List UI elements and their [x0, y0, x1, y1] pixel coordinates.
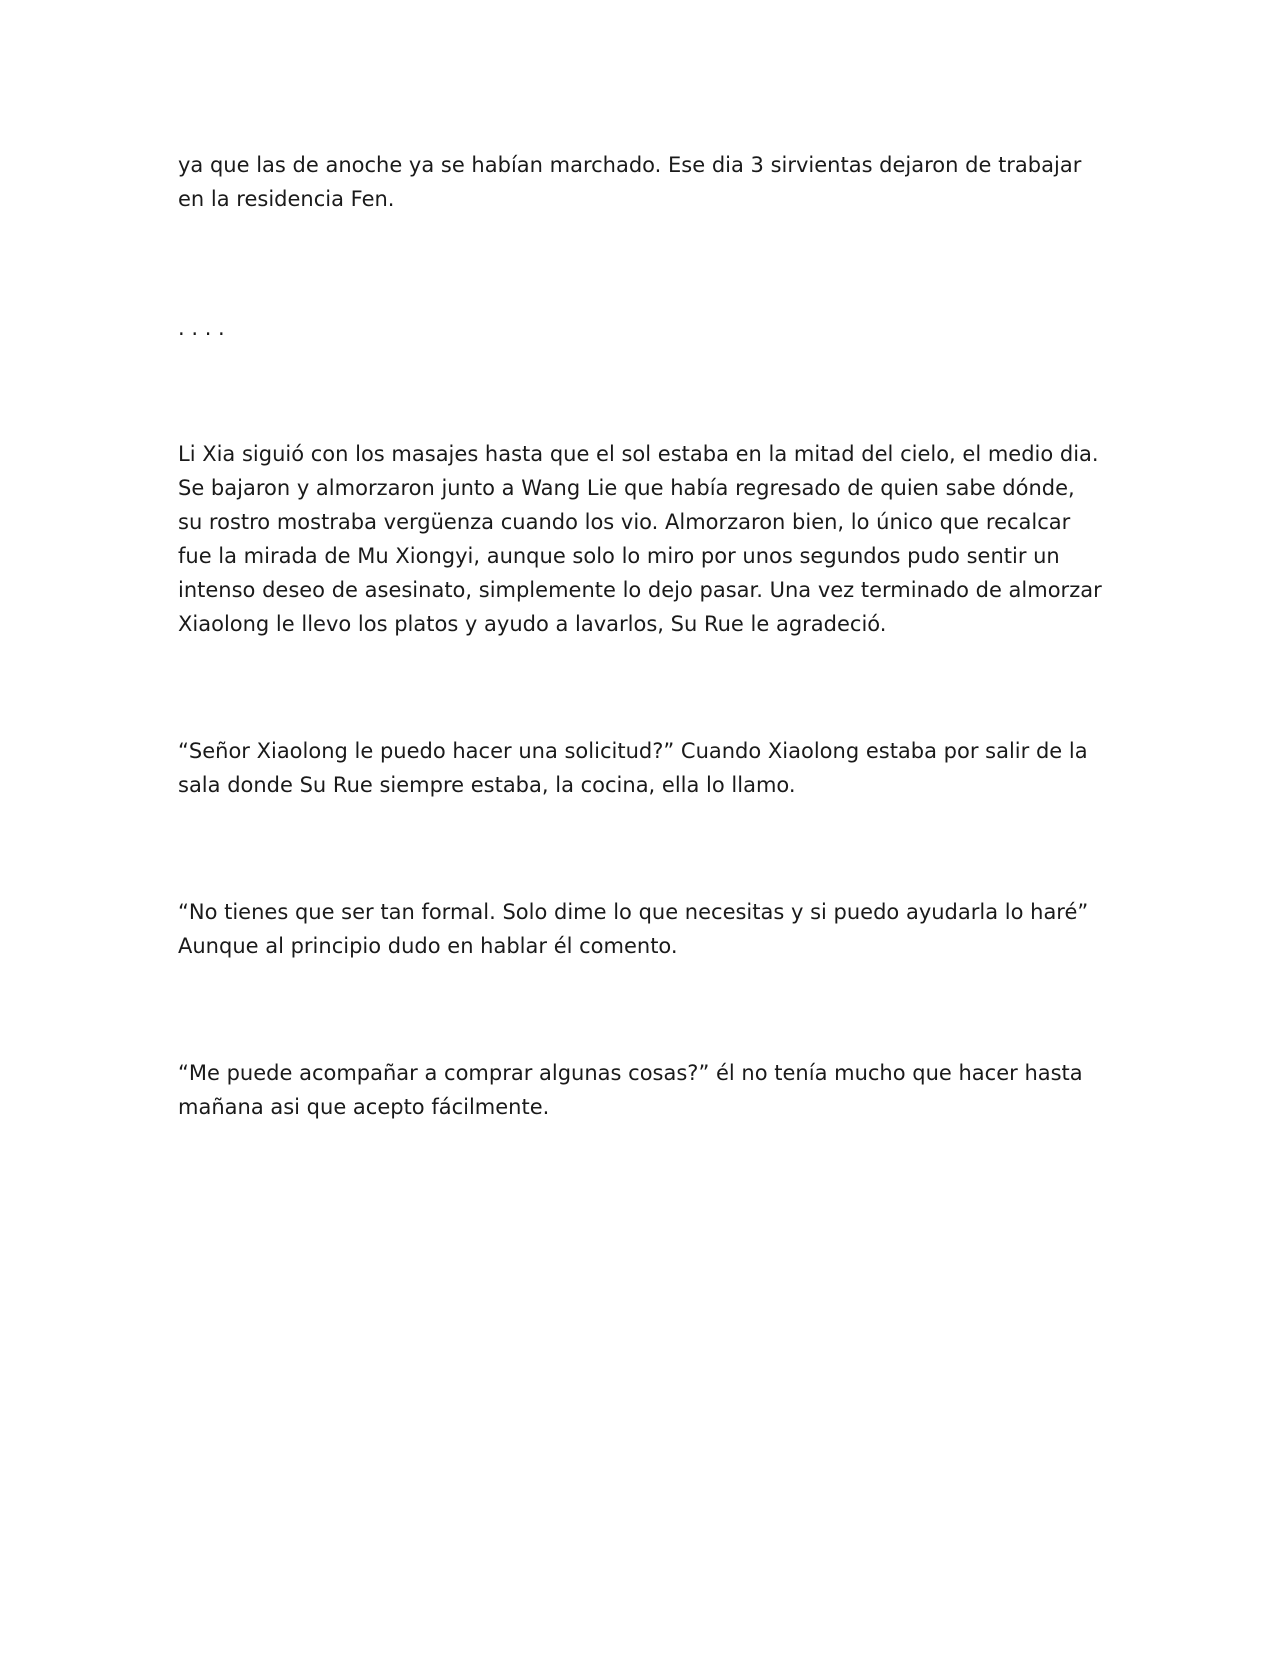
- paragraph-2-line-4: fue la mirada de Mu Xiongyi, aunque solo lo miro por unos segundos pudo sentir un: [178, 544, 1060, 568]
- paragraph-1-line-2: en la residencia Fen.: [178, 187, 395, 211]
- paragraph-4-line-1: “No tienes que ser tan formal. Solo dime lo que necesitas y si puedo ayudarla lo haré”: [178, 900, 1089, 924]
- paragraph-2-line-2: Se bajaron y almorzaron junto a Wang Lie que había regresado de quien sabe dónde,: [178, 476, 1075, 500]
- paragraph-1-line-1: ya que las de anoche ya se habían marchado. Ese dia 3 sirvientas dejaron de trabajar: [178, 153, 1082, 177]
- section-separator: . . . .: [178, 316, 225, 340]
- paragraph-5-line-2: mañana asi que acepto fácilmente.: [178, 1095, 550, 1119]
- paragraph-3-line-1: “Señor Xiaolong le puedo hacer una solicitud?” Cuando Xiaolong estaba por salir de la: [178, 739, 1088, 763]
- paragraph-5-line-1: “Me puede acompañar a comprar algunas cosas?” él no tenía mucho que hacer hasta: [178, 1061, 1083, 1085]
- paragraph-2-line-1: Li Xia siguió con los masajes hasta que el sol estaba en la mitad del cielo, el medio dia.: [178, 442, 1099, 466]
- paragraph-2-line-3: su rostro mostraba vergüenza cuando los vio. Almorzaron bien, lo único que recalcar: [178, 510, 1071, 534]
- paragraph-3-line-2: sala donde Su Rue siempre estaba, la cocina, ella lo llamo.: [178, 773, 796, 797]
- paragraph-4-line-2: Aunque al principio dudo en hablar él comento.: [178, 934, 678, 958]
- paragraph-2-line-6: Xiaolong le llevo los platos y ayudo a lavarlos, Su Rue le agradeció.: [178, 612, 887, 636]
- paragraph-2-line-5: intenso deseo de asesinato, simplemente lo dejo pasar. Una vez terminado de almorzar: [178, 578, 1102, 602]
